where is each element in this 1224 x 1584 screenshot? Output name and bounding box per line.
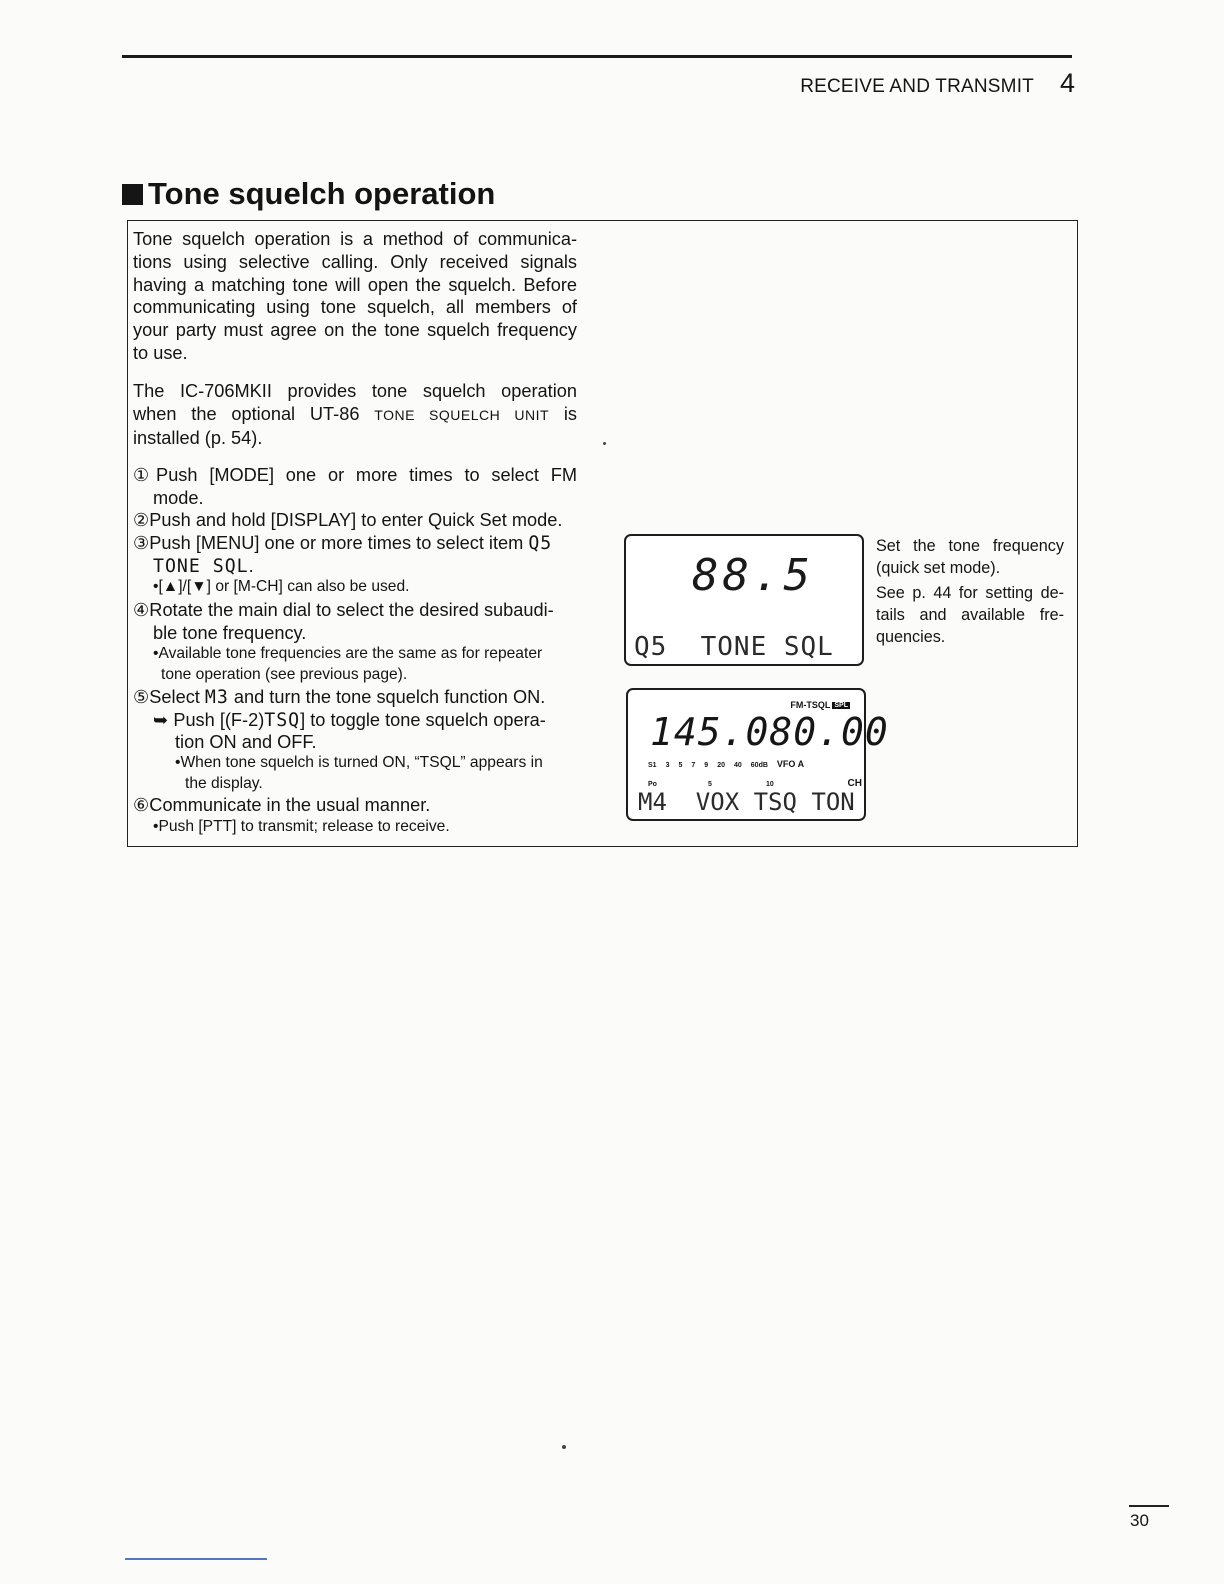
note-line: See p. 44 for setting de- [876, 584, 1064, 602]
step-4: ④Rotate the main dial to select the desired subaudi- [133, 600, 554, 620]
footer-link-rule [125, 1558, 267, 1560]
step-text: Push [(F-2) [173, 710, 265, 730]
scale-label: 5 [678, 762, 683, 769]
side-note-1 [876, 535, 1064, 579]
ch-label: CH [847, 778, 862, 789]
scale-label: 3 [665, 762, 670, 769]
note-line: Set the tone frequency [876, 537, 1064, 555]
note-text: •Push [PTT] to transmit; release to receive. [153, 818, 450, 835]
scan-speck [603, 442, 606, 445]
square-bullet-icon [122, 184, 143, 205]
option-text: is [549, 403, 578, 424]
page-number-rule [1129, 1505, 1169, 1507]
step-text: ③Push [MENU] one or more times to select item [133, 533, 529, 553]
intro-line: Tone squelch operation is a method of communica- [133, 229, 577, 249]
scan-speck [562, 1445, 566, 1449]
tone-frequency-readout: 88.5 [692, 550, 814, 601]
step-5 [133, 686, 577, 710]
s-meter-scale [648, 759, 804, 769]
header-rule [122, 55, 1072, 58]
lcd-item: TSQ [264, 710, 301, 731]
step-3-note [133, 577, 577, 598]
step-4-note-cont [133, 665, 577, 686]
lcd-display-main [626, 688, 889, 821]
step-1-cont [133, 487, 577, 510]
option-line [133, 403, 577, 427]
step-text: ⑤Select [133, 687, 205, 707]
note-text: tone operation (see previous page). [161, 666, 408, 683]
step-5-note [133, 753, 577, 774]
scale-label: 10 [766, 781, 774, 788]
step-text: tion ON and OFF. [175, 732, 317, 752]
step-text: . [248, 556, 254, 576]
intro-line: your party must agree on the tone squelch frequency [133, 320, 577, 341]
intro-line: tions using selective calling. Only received signals [133, 251, 577, 272]
intro-line: to use. [133, 342, 188, 363]
lcd-item: TONE SQL [153, 556, 249, 577]
step-text: and turn the tone squelch function ON. [228, 687, 546, 707]
scale-label: Po [648, 781, 657, 788]
frequency-readout: 145.080.00 [650, 710, 889, 754]
step-6: ⑥Communicate in the usual manner. [133, 795, 431, 815]
option-line: The IC-706MKII provides tone squelch operation [133, 381, 577, 401]
arrow-icon: ➥ [153, 710, 169, 730]
step-2: ②Push and hold [DISPLAY] to enter Quick Set mode. [133, 510, 563, 530]
vfo-label: VFO A [776, 759, 805, 769]
step-3-cont [133, 555, 577, 579]
step-1: ①Push [MODE] one or more times to select FM [133, 465, 577, 485]
running-header: RECEIVE AND TRANSMIT [800, 76, 1034, 97]
spl-badge: SPL [834, 701, 848, 709]
intro-line: communicating using tone squelch, all members of [133, 297, 577, 318]
note-line: (quick set mode). [876, 559, 1001, 577]
menu-item-readout: Q5 TONE SQL [634, 632, 834, 662]
mode-indicator [790, 700, 850, 710]
scale-label: 60dB [750, 762, 768, 769]
scale-label: 9 [704, 762, 709, 769]
scale-label: S1 [648, 762, 657, 769]
step-4-cont [133, 622, 577, 645]
lcd-item: Q5 [528, 533, 553, 554]
page-number: 30 [1130, 1511, 1149, 1530]
step-6-note [133, 817, 577, 838]
note-text: •When tone squelch is turned ON, “TSQL” appears in [175, 754, 543, 771]
mode-label: FM-TSQL [790, 700, 831, 710]
scale-label: 5 [708, 781, 712, 788]
scale-label: 40 [733, 762, 742, 769]
step-text: mode. [153, 488, 204, 508]
note-line: quencies. [876, 628, 946, 646]
scale-label: 7 [691, 762, 696, 769]
unit-name: TONE SQUELCH UNIT [374, 406, 550, 423]
step-5-action [133, 709, 577, 733]
lcd-item: M3 [204, 687, 229, 708]
note-text: •[▲]/[▼] or [M-CH] can also be used. [153, 578, 410, 595]
chapter-number: 4 [1060, 68, 1076, 98]
option-line: installed (p. 54). [133, 427, 263, 448]
scale-label: 20 [717, 762, 725, 769]
step-4-note [133, 644, 577, 665]
step-text: ble tone frequency. [153, 623, 307, 643]
note-text: •Available tone frequencies are the same as for repeater [153, 645, 543, 662]
step-5-note-cont [133, 774, 577, 795]
intro-paragraph [133, 228, 577, 365]
side-note-2 [876, 582, 1064, 648]
step-3 [133, 532, 577, 556]
option-text: when the optional UT-86 [133, 403, 375, 424]
step-text: ] to toggle tone squelch opera- [300, 710, 546, 730]
section-title: Tone squelch operation [148, 176, 496, 211]
section-heading [122, 176, 495, 212]
lcd-display-tone [624, 534, 864, 666]
option-paragraph [133, 380, 577, 449]
note-line: tails and available fre- [876, 606, 1064, 624]
intro-line: having a matching tone will open the squelch. Before [133, 274, 577, 295]
step-5-action-cont [133, 731, 577, 754]
function-menu-readout: M4 VOX TSQ TON [638, 788, 855, 816]
note-text: the display. [185, 775, 263, 792]
